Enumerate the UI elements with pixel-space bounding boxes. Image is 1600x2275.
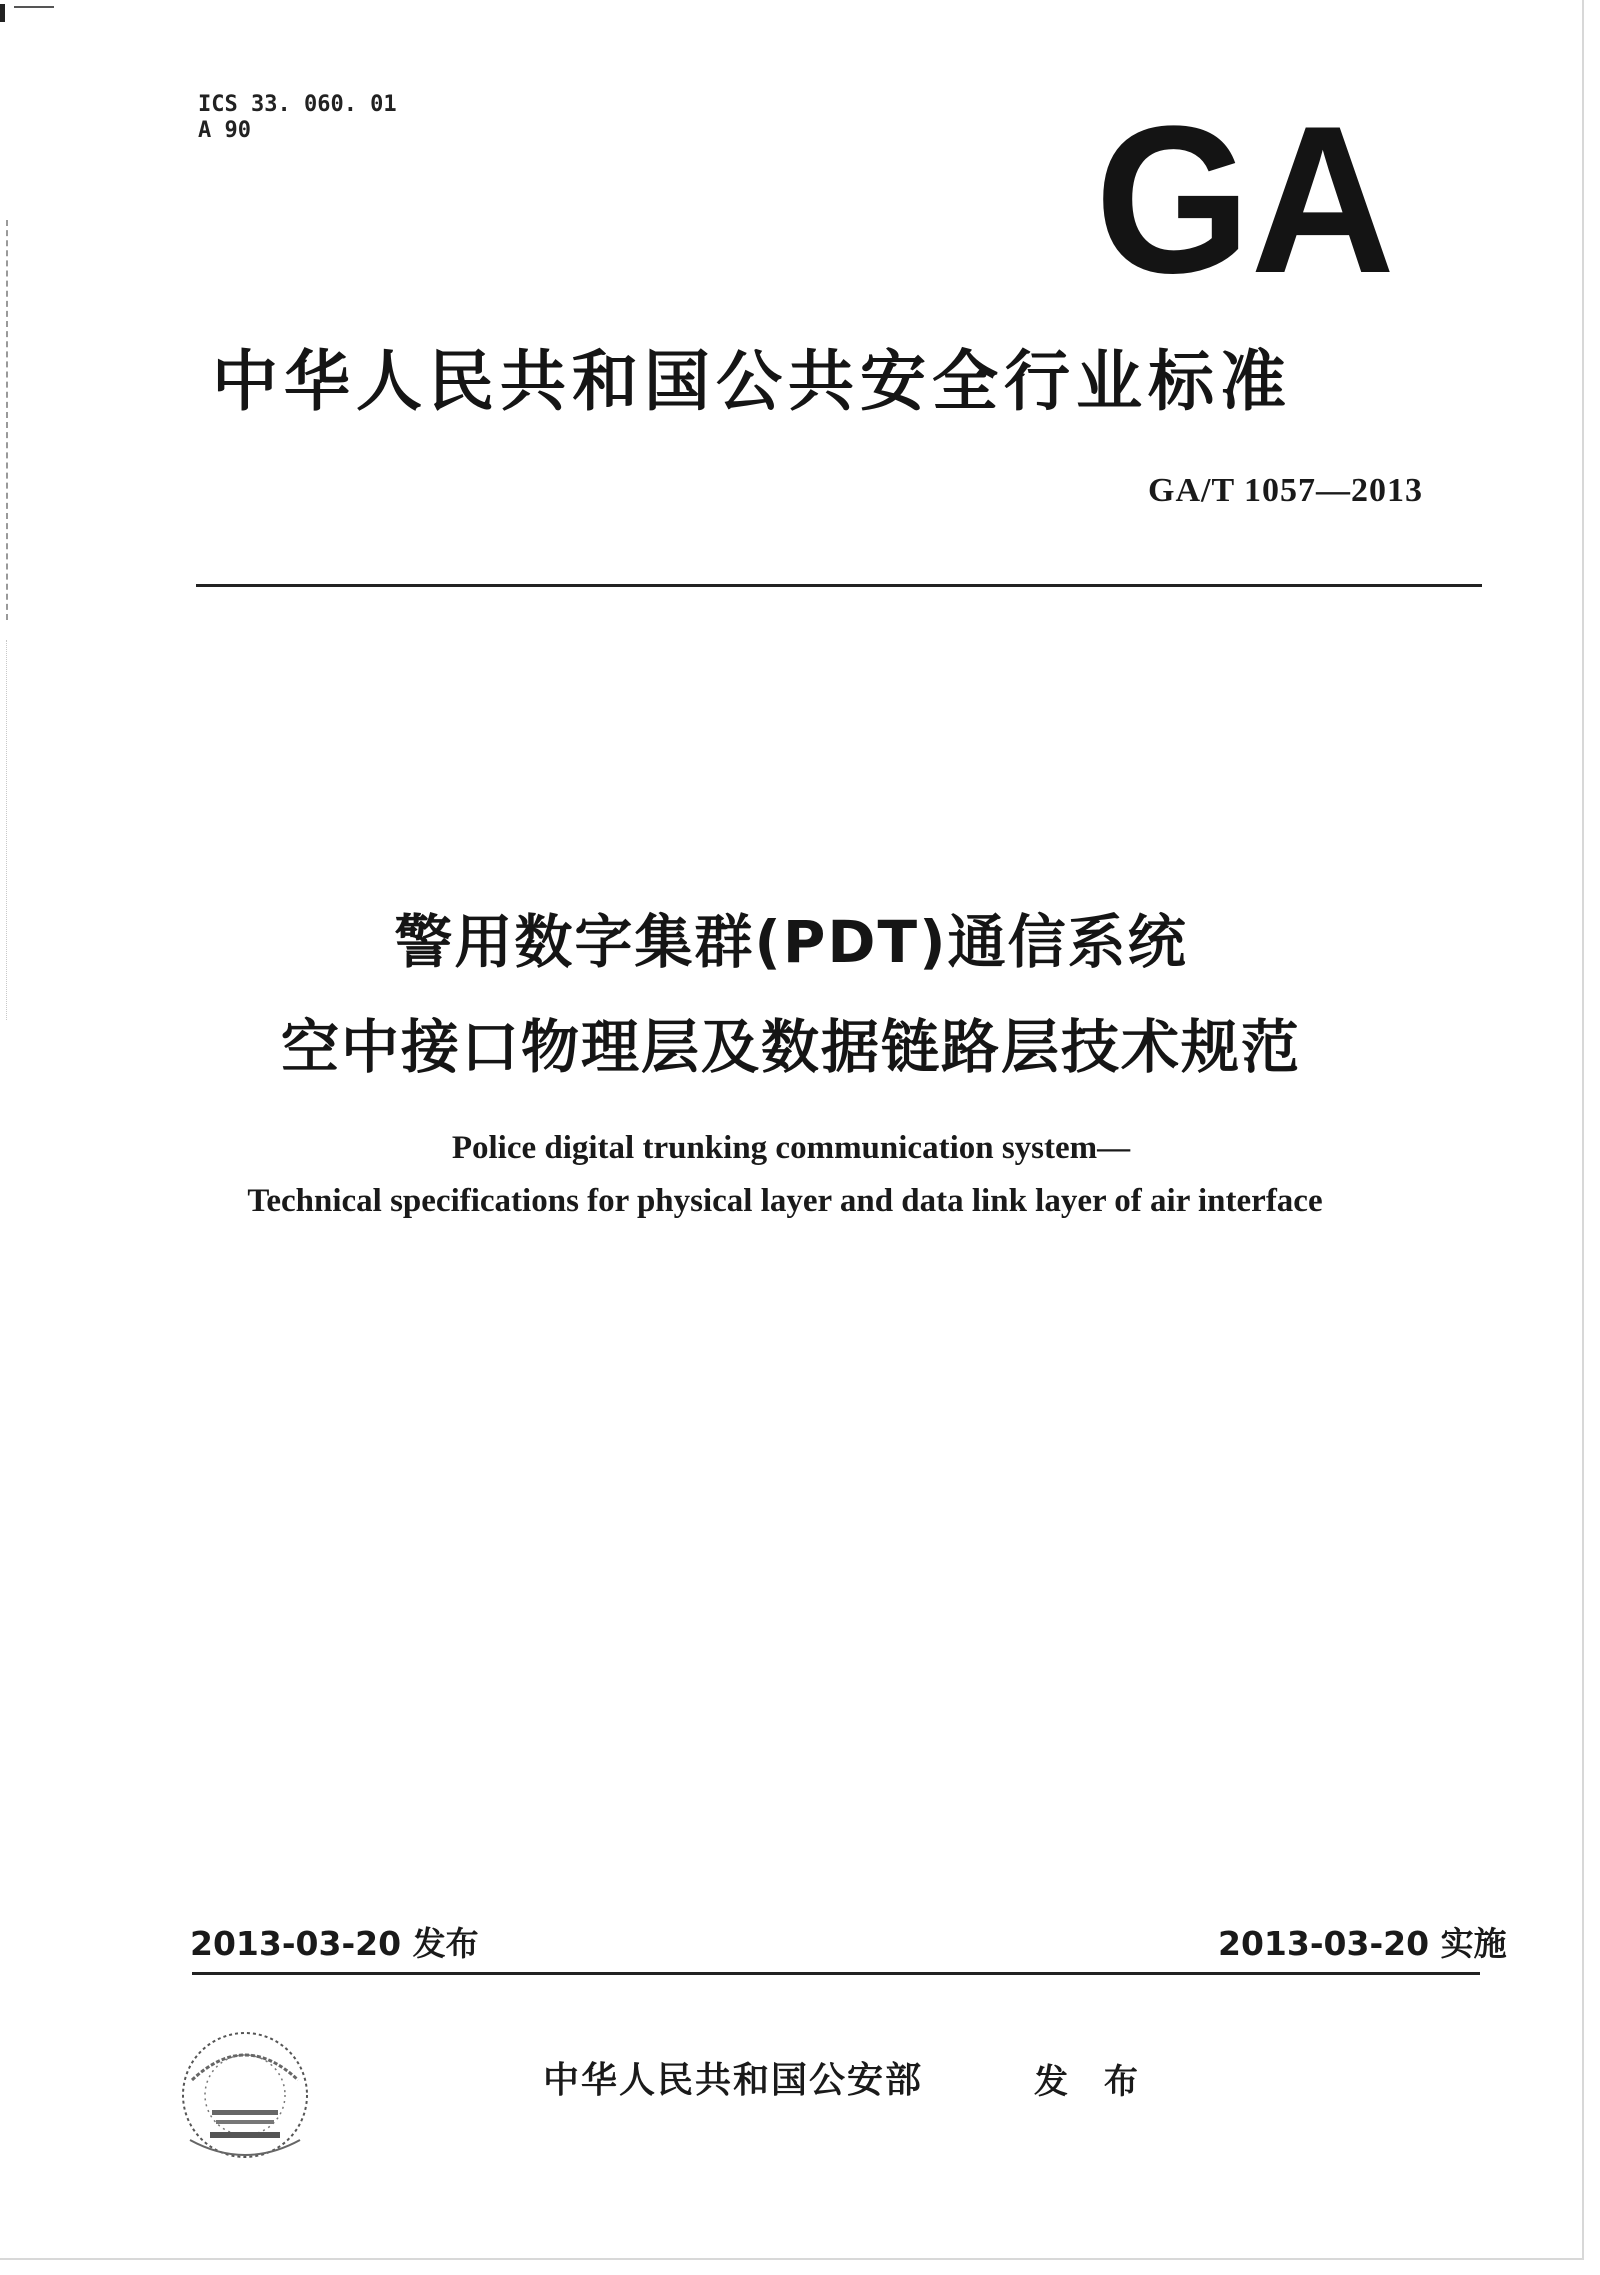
ccs-code: A 90 (198, 118, 251, 143)
ga-logo (1090, 112, 1400, 277)
standard-number: GA/T 1057—2013 (1148, 472, 1424, 509)
publisher-name: 中华人民共和国公安部 (543, 2060, 924, 2101)
top-divider (196, 584, 1482, 587)
chinese-title-line-2: 空中接口物理层及数据链路层技术规范 (280, 1013, 1301, 1081)
publish-label: 发 布 (1034, 2062, 1150, 2102)
issue-date: 2013-03-20 发布 (190, 1924, 479, 1963)
scan-corner-mark (0, 4, 5, 22)
scan-corner-dash (14, 6, 54, 8)
anti-counterfeit-seal-icon (170, 2020, 320, 2170)
implementation-date: 2013-03-20 实施 (1218, 1924, 1507, 1963)
english-title-line-1: Police digital trunking communication system— (451, 1130, 1131, 1166)
classification-codes (198, 92, 397, 144)
ics-code: ICS 33. 060. 01 (198, 92, 397, 117)
chinese-title-line-1: 警用数字集群(PDT)通信系统 (394, 908, 1188, 976)
bottom-divider (192, 1972, 1480, 1975)
english-title-line-2: Technical specifications for physical layer and data link layer of air interface (247, 1183, 1323, 1219)
scan-edge-marks (6, 220, 8, 620)
standard-category-title: 中华人民共和国公共安全行业标准 (212, 343, 1292, 420)
ga-logo-text: GA (1095, 112, 1395, 277)
